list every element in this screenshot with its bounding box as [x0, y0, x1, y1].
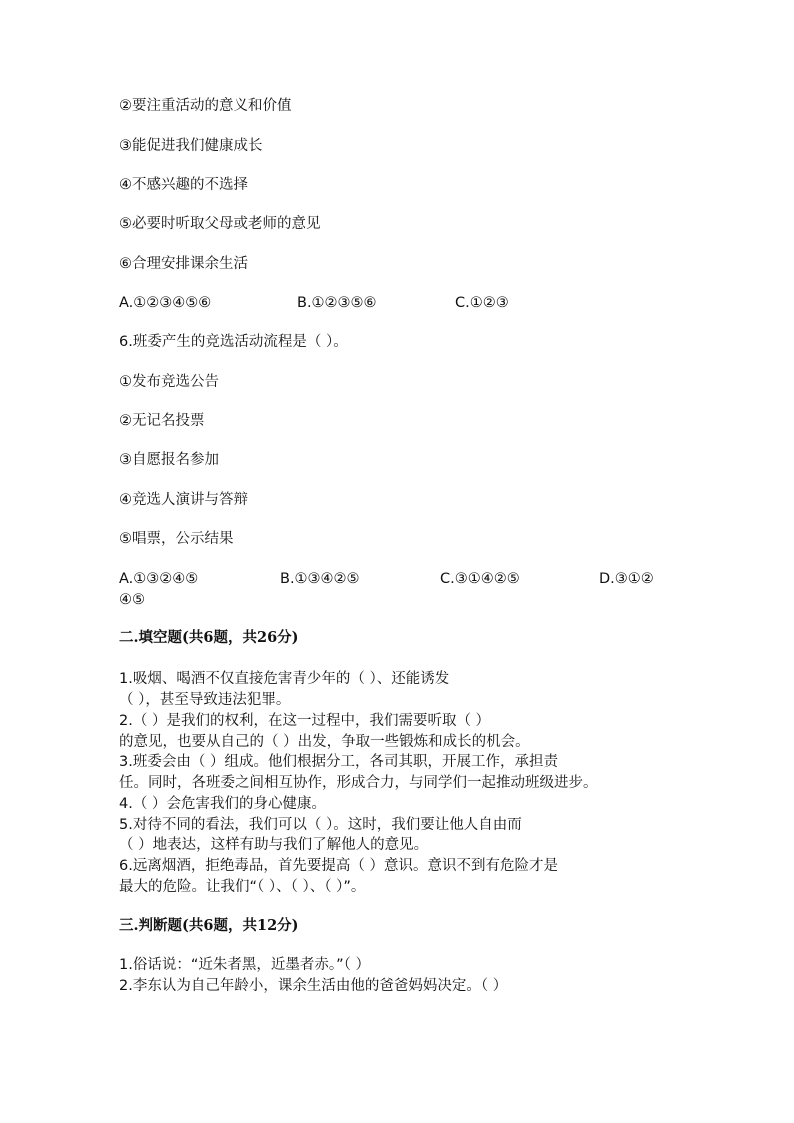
s2-line: 2.（ ）是我们的权利，在这一过程中，我们需要听取（ ） [119, 713, 491, 729]
q6-stem: 6.班委产生的竞选活动流程是（ ）。 [119, 334, 348, 350]
q6-item-4: ④竞选人演讲与答辩 [119, 492, 248, 508]
s3-line: 1.俗话说：“近朱者黑，近墨者赤。”（ ） [119, 957, 370, 973]
s3-line: 2.李东认为自己年龄小，课余生活由他的爸爸妈妈决定。（ ） [119, 978, 508, 994]
s2-line: 1.吸烟、喝酒不仅直接危害青少年的（ ）、还能诱发 [119, 671, 450, 687]
q6-item-2: ②无记名投票 [119, 413, 205, 429]
section-3-title: 三.判断题(共6题，共12分) [119, 917, 299, 934]
section-2-title: 二.填空题(共6题，共26分) [119, 629, 299, 646]
s2-line: 6.远离烟酒，拒绝毒品，首先要提高（ ）意识。意识不到有危险才是 [119, 858, 558, 874]
q5-item-2: ②要注重活动的意义和价值 [119, 98, 292, 114]
q6-item-1: ①发布竞选公告 [119, 374, 219, 390]
q5-item-3: ③能促进我们健康成长 [119, 138, 263, 154]
q6-option-b: B.①③④②⑤ [280, 571, 360, 587]
q6-option-a: A.①③②④⑤ [119, 571, 199, 587]
q6-option-c: C.③①④②⑤ [440, 571, 520, 587]
s2-line: 5.对待不同的看法，我们可以（ ）。这时，我们要让他人自由而 [119, 817, 522, 833]
q6-item-3: ③自愿报名参加 [119, 452, 219, 468]
q6-item-5: ⑤唱票，公示结果 [119, 531, 234, 547]
s2-line: 的意见，也要从自己的（ ）出发，争取一些锻炼和成长的机会。 [119, 734, 530, 750]
q5-item-4: ④不感兴趣的不选择 [119, 177, 248, 193]
s2-line: （ ），甚至导致违法犯罪。 [119, 692, 291, 708]
s2-line: （ ）地表达，这样有助与我们了解他人的意见。 [119, 837, 429, 853]
q5-item-6: ⑥合理安排课余生活 [119, 256, 248, 272]
s2-line: 3.班委会由（ ）组成。他们根据分工，各司其职，开展工作，承担责 [119, 754, 558, 770]
q5-option-a: A.①②③④⑤⑥ [119, 295, 212, 311]
s2-line: 最大的危险。让我们“（ ）、（ ）、（ ）”。 [119, 879, 366, 895]
s2-line: 任。同时，各班委之间相互协作，形成合力，与同学们一起推动班级进步。 [119, 775, 598, 791]
q6-option-d-wrap: ④⑤ [119, 592, 145, 608]
s2-line: 4.（ ）会危害我们的身心健康。 [119, 796, 326, 812]
q5-option-b: B.①②③⑤⑥ [297, 295, 377, 311]
q5-item-5: ⑤必要时听取父母或老师的意见 [119, 216, 321, 232]
q6-option-d: D.③①② [599, 571, 654, 587]
q5-option-c: C.①②③ [455, 295, 509, 311]
